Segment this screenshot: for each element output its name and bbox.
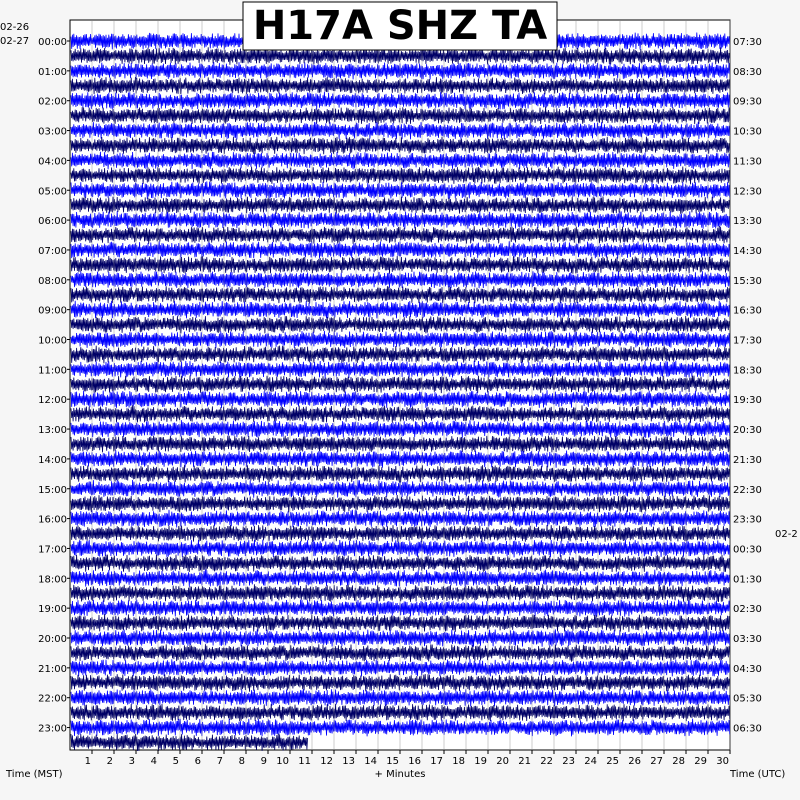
x-tick-label: 24 xyxy=(584,756,597,767)
left-hour-label: 16:00 xyxy=(38,514,67,526)
left-hour-label: 18:00 xyxy=(38,574,67,586)
x-tick-label: 3 xyxy=(128,756,135,767)
left-hour-label: 05:00 xyxy=(38,186,67,198)
x-tick-label: 9 xyxy=(260,756,267,767)
left-date-second: 02-27 xyxy=(0,36,30,47)
left-axis-label: Time (MST) xyxy=(6,769,63,780)
x-tick-label: 26 xyxy=(628,756,641,767)
left-hour-label: 21:00 xyxy=(38,663,67,675)
x-tick-label: 16 xyxy=(408,756,421,767)
right-hour-label: 04:30 xyxy=(733,663,762,675)
x-tick-label: 8 xyxy=(238,756,245,767)
left-hour-label: 04:00 xyxy=(38,156,67,168)
right-hour-label: 02:30 xyxy=(733,604,762,616)
x-tick-label: 23 xyxy=(562,756,575,767)
left-hour-label: 13:00 xyxy=(38,425,67,437)
x-tick-label: 27 xyxy=(650,756,663,767)
left-hour-label: 09:00 xyxy=(38,305,67,317)
left-hour-label: 07:00 xyxy=(38,245,67,257)
left-date-top: 02-26 xyxy=(0,22,30,33)
right-axis-label: Time (UTC) xyxy=(730,769,786,780)
left-hour-label: 10:00 xyxy=(38,335,67,347)
right-hour-labels xyxy=(733,37,762,735)
right-hour-label: 14:30 xyxy=(733,245,762,257)
left-hour-label: 11:00 xyxy=(38,365,67,377)
x-ticks xyxy=(85,750,730,767)
right-hour-label: 22:30 xyxy=(733,484,762,496)
left-hour-label: 08:00 xyxy=(38,275,67,287)
right-date-change: 02-2 xyxy=(775,529,798,540)
x-tick-label: 12 xyxy=(320,756,333,767)
x-axis-label: + Minutes xyxy=(374,769,426,780)
x-tick-label: 18 xyxy=(452,756,465,767)
left-hour-label: 17:00 xyxy=(38,544,67,556)
right-hour-label: 05:30 xyxy=(733,693,762,705)
x-tick-label: 1 xyxy=(84,756,91,767)
chart-title: H17A SHZ TA xyxy=(252,3,548,49)
right-hour-label: 00:30 xyxy=(733,544,762,556)
x-tick-label: 13 xyxy=(342,756,355,767)
x-tick-label: 7 xyxy=(216,756,223,767)
right-hour-label: 12:30 xyxy=(733,186,762,198)
x-tick-label: 25 xyxy=(606,756,619,767)
left-hour-label: 22:00 xyxy=(38,693,67,705)
left-hour-label: 20:00 xyxy=(38,634,67,645)
left-hour-label: 19:00 xyxy=(38,604,67,616)
left-hour-label: 15:00 xyxy=(38,484,67,496)
right-hour-label: 17:30 xyxy=(733,335,762,347)
x-tick-label: 28 xyxy=(672,756,685,767)
right-hour-label: 03:30 xyxy=(733,634,762,645)
x-tick-label: 2 xyxy=(106,756,113,767)
right-hour-label: 20:30 xyxy=(733,425,762,437)
x-tick-label: 22 xyxy=(540,756,553,767)
x-tick-label: 5 xyxy=(172,756,179,767)
right-hour-label: 23:30 xyxy=(733,514,762,526)
left-hour-label: 03:00 xyxy=(38,126,67,138)
left-hour-label: 01:00 xyxy=(38,66,67,78)
right-hour-label: 08:30 xyxy=(733,66,762,78)
right-hour-label: 16:30 xyxy=(733,305,762,317)
x-tick-label: 17 xyxy=(430,756,443,767)
x-tick-label: 4 xyxy=(150,756,157,767)
x-tick-label: 10 xyxy=(276,756,289,767)
right-hour-label: 11:30 xyxy=(733,156,762,168)
right-hour-label: 10:30 xyxy=(733,126,762,138)
left-hour-label: 02:00 xyxy=(38,96,67,108)
right-hour-label: 19:30 xyxy=(733,395,762,407)
right-hour-label: 09:30 xyxy=(733,96,762,108)
x-tick-label: 15 xyxy=(386,756,399,767)
x-tick-label: 29 xyxy=(694,756,707,767)
x-tick-label: 19 xyxy=(474,756,487,767)
right-hour-label: 18:30 xyxy=(733,365,762,377)
left-hour-label: 23:00 xyxy=(38,723,67,735)
left-hour-label: 12:00 xyxy=(38,395,67,407)
x-tick-label: 21 xyxy=(518,756,531,767)
x-tick-label: 30 xyxy=(716,756,729,767)
right-hour-label: 15:30 xyxy=(733,275,762,287)
left-hour-label: 06:00 xyxy=(38,216,67,228)
right-hour-label: 21:30 xyxy=(733,454,762,466)
x-tick-label: 20 xyxy=(496,756,509,767)
x-tick-label: 11 xyxy=(298,756,311,767)
x-tick-label: 14 xyxy=(364,756,377,767)
x-tick-label: 6 xyxy=(194,756,201,767)
right-hour-label: 01:30 xyxy=(733,574,762,586)
left-hour-labels xyxy=(38,37,70,735)
right-hour-label: 07:30 xyxy=(733,37,762,48)
right-hour-label: 13:30 xyxy=(733,216,762,228)
left-hour-label: 14:00 xyxy=(38,454,67,466)
left-hour-label: 00:00 xyxy=(38,37,67,48)
right-hour-label: 06:30 xyxy=(733,723,762,735)
